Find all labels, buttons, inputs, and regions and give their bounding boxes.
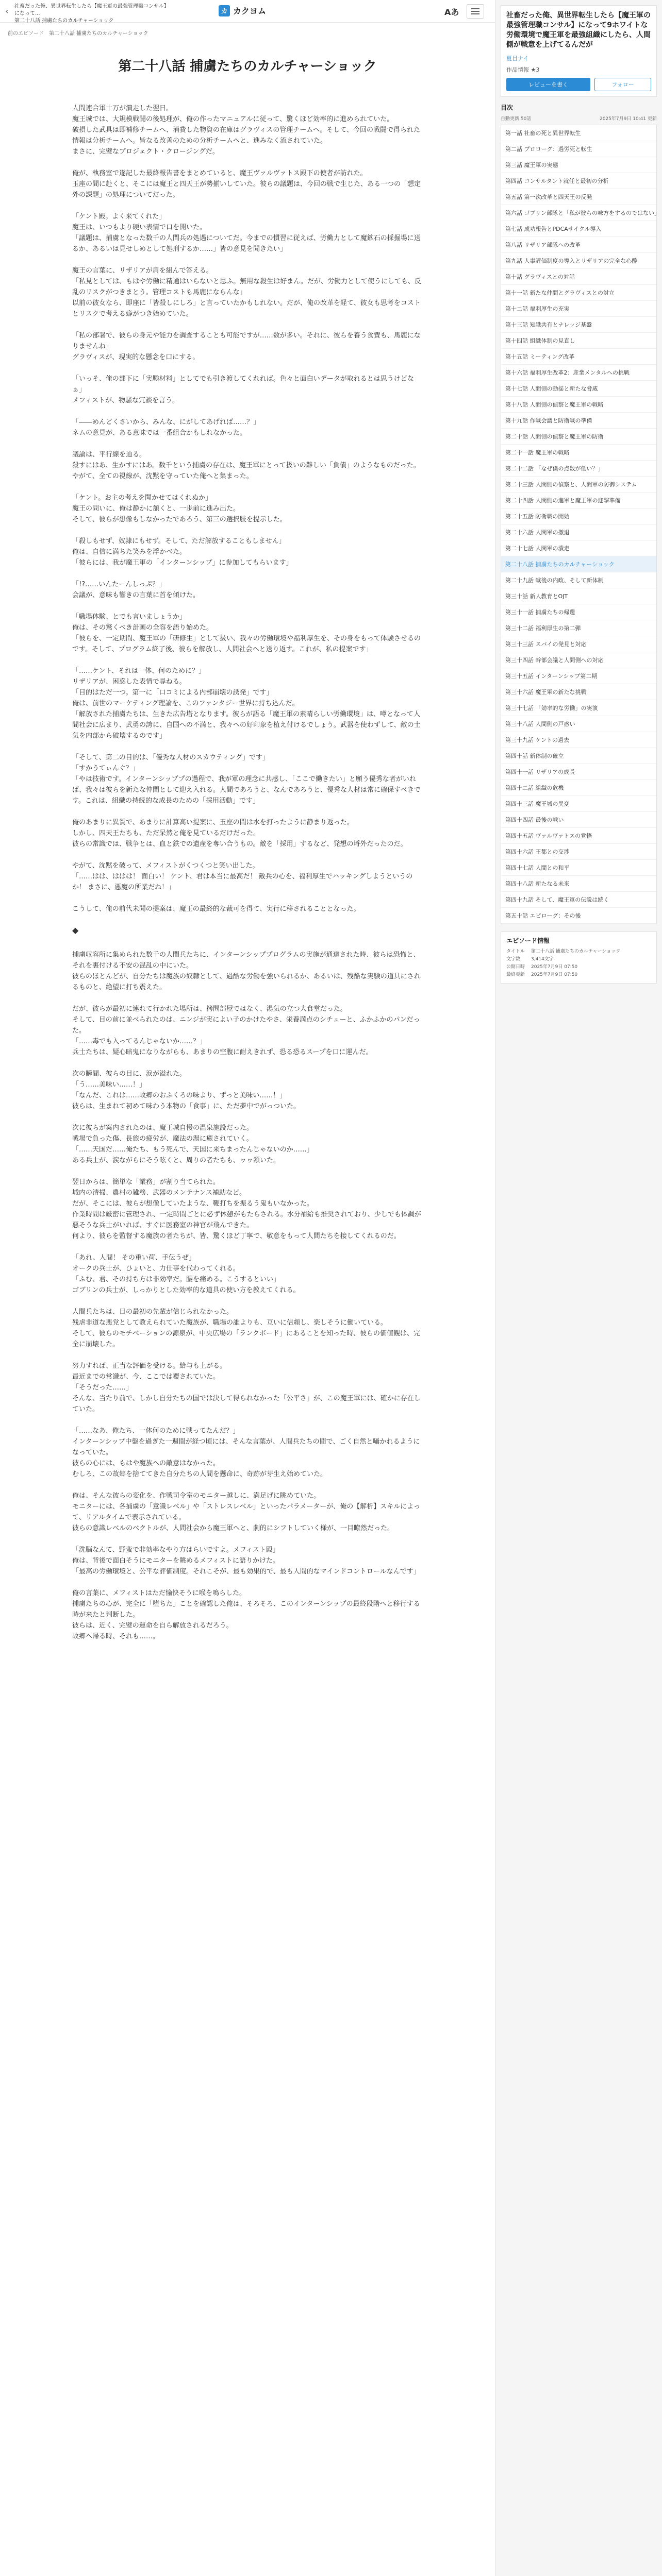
top-title-block[interactable] [14, 3, 169, 24]
toc-item[interactable]: 第四十九話 そして、魔王軍の伝説は続く [501, 892, 656, 908]
font-settings-button[interactable]: Aあ [444, 7, 459, 17]
toc-item[interactable]: 第三十八話 人間側の戸惑い [501, 716, 656, 732]
episode-info-key: 公開日時 [506, 964, 525, 970]
prev-episode-link[interactable]: 前のエピソード [8, 31, 44, 37]
toc-meta [501, 115, 657, 122]
toc-list [501, 125, 660, 924]
site-logo[interactable] [219, 5, 266, 16]
toc-item[interactable]: 第四十一話 リザリアの成長 [501, 764, 656, 780]
toc-item[interactable]: 第四十二話 組織の危機 [501, 780, 656, 796]
sidebar [495, 0, 662, 2576]
toc-item[interactable]: 第十六話 福利厚生改革2：産業メンタルへの挑戦 [501, 365, 656, 381]
episode-info-value: 2025年7月9日 07:50 [531, 964, 578, 970]
episode-info-row [506, 948, 651, 956]
toc-item[interactable]: 第二十話 人間側の偵察と魔王軍の防衛 [501, 429, 656, 445]
episode-paragraph: 魔王の言葉に、リザリアが肩を組んで答える。 「私見としては、もはや労働に精通はいらないと思ふ。無用な殺生は好まん。だが、労働力として使うにしても、反乱のリスクがつきまとう。管理コストも馬鹿にならんな」 以前の彼女なら、即座に「皆殺しにしろ」と言っていたかもしれない。だが、俺の改革を経て、彼女も思考をコストとリスクで考える癖がつき始めていた。 [72, 267, 422, 318]
logo-text: カクヨム [233, 6, 267, 16]
logo-icon: カ [219, 5, 230, 16]
episode-subtitle: 第二十八話 捕虜たちのカルチャーショック [14, 18, 114, 24]
author-link[interactable]: 夏目ナイ [506, 55, 529, 62]
toc-item[interactable]: 第九話 人事評価制度の導入とリザリアの完全な心酔 [501, 253, 656, 269]
toc-item[interactable]: 第二十九話 戦後の内政、そして新体制 [501, 572, 656, 588]
toc-item[interactable]: 第二十四話 人間側の進軍と魔王軍の迎撃準備 [501, 493, 656, 509]
episode-paragraph: 努力すれば、正当な評価を受ける。給与も上がる。 最近までの常識が、今、ここでは覆されていた。 「そうだった……」 そんな、当たり前で、しかし自分たちの国では決して得られなかった「公平さ」が、この魔王軍には、確かに存在していた。 [72, 1362, 421, 1413]
toc-item[interactable]: 第十一話 新たな仲間とグラヴィスとの対立 [501, 285, 656, 301]
toc-item[interactable]: 第四十七話 人間との和平 [501, 860, 656, 876]
work-title-link[interactable]: 社畜だった俺、異世界転生したら【魔王軍の最強管理職コンサル】になって... [14, 4, 169, 16]
episode-info [501, 931, 657, 984]
episode-paragraph: 俺のあまりに異質で、あまりに計算高い提案に、玉座の間は水を打ったように静まり返った。 しかし、四天王たちも、ただ呆然と俺を見ているだけだった。 彼らの常識では、戦争とは、血と鉄での遺産を奪い合うもの。敵を「採用」するなど、発想の埒外だったのだ。 [72, 819, 407, 848]
follow-button[interactable]: フォロー [594, 78, 651, 91]
episode-paragraph: 「……ケント、それは一体、何のために？」 リザリアが、困惑した表情で尋ねる。 「目的はただ一つ。第一に「口コミによる内部崩壊の誘発」です」 俺は、前世のマーケティング理論を、このファンタジー世界に持ち込んだ。 「解放された捕虜たちは、生きた広告塔となります。彼らが語る「魔王軍の素晴らしい労働環境」は、噂となって人間社会に広まり、武勇の誇に、自国への不満と、我々への好印象を植え付けるでしょう。武器を使わずして、敵の士気を内部から破壊するのです」 [72, 667, 421, 740]
toc-item[interactable]: 第三話 魔王軍の実態 [501, 157, 656, 173]
toc-item[interactable]: 第三十四話 幹部会議と人間側への対応 [501, 652, 656, 668]
episode-info-key: 文字数 [506, 957, 521, 962]
episode-paragraph: 「職場体験、とでも言いましょうか」 俺は、その驚くべき計画の全容を語り始めた。 「彼らを、一定期間、魔王軍の「研修生」として扱い、我々の労働環境や福利厚生を、その身をもって体験させるのです。そして、プログラム終了後、彼らを解放し、人間社会へと送り返す。これが、私の提案です」 [72, 613, 421, 653]
toc-item[interactable]: 第三十一話 捕虜たちの帰還 [501, 604, 656, 620]
episode-info-key: 最終更新 [506, 972, 525, 977]
episode-title: 第二十八話 捕虜たちのカルチャーショック [118, 59, 377, 74]
episode-info-row [506, 956, 651, 963]
episode-paragraph: 「私の部署で、彼らの身元や能力を調査することも可能ですが……数が多い。それに、彼らを養う食費も、馬鹿になりませんね」 グラヴィスが、現実的な懸念を口にする。 [72, 332, 421, 361]
toc-item[interactable]: 第四話 コンサルタント就任と最初の分析 [501, 173, 656, 189]
toc-item[interactable]: 第二十一話 魔王軍の戦略 [501, 445, 656, 461]
episode-paragraph: 人間兵たちは、日の最初の先輩が信じられなかった。 残虐非道な悪党として教えられていた魔族が、職場の誰よりも、互いに信頼し、楽しそうに働いている。 そして、彼らのモチベーションの源泉が、中央広場の「ランクボード」にあることを知った時、彼らの価値観は、完全に崩壊した。 [72, 1308, 420, 1348]
episode-paragraph: 「!?……いんたーんしっぷ？」 会議が、意味も響きの言葉に首を傾けた。 [72, 581, 200, 599]
toc-item[interactable]: 第三十七話 「効率的な労働」の実演 [501, 700, 656, 716]
episode-text-part-2 [72, 950, 423, 1296]
episode-paragraph: 「――めんどくさいから、みんな、にがしてあげれば……？」 ネムの意見が、ある意味では一番組合かもしれなかった。 [72, 418, 260, 437]
episode-text-part-3 [72, 1307, 423, 1642]
episode-body [72, 56, 423, 1653]
episode-paragraph: 捕虜収容所に集められた数千の人間兵たちに、インターンシッププログラムの実施が通達された時、彼らは恐怖と、それを裏付ける不安の混乱の中にいた。 彼らのほとんどが、自分たちは魔族の奴隷として、過酷な労働を強いられるか、あるいは、残酷な実験の道具にされるものと、絶望に打ち震えた。 [72, 951, 421, 991]
toc-item[interactable]: 第四十三話 魔王城の異変 [501, 796, 656, 812]
toc-item[interactable]: 第二十二話 「なぜ僕の点数が低い？」 [501, 461, 656, 477]
toc-item[interactable]: 第十七話 人間側の動揺と新たな脅威 [501, 381, 656, 397]
review-button[interactable]: レビューを書く [506, 78, 590, 91]
episode-paragraph: 次に彼らが案内されたのは、魔王城自慢の温泉施設だった。 戦場で負った傷、長旅の疲労が、魔法の湯に癒されていく。 「……天国だ……俺たち、もう死んで、天国に来ちまったんじゃないのか……」 ある兵士が、涙ながらにそう呟くと、周りの者たちも、ヮヮ頷いた。 [72, 1124, 313, 1164]
toc-item[interactable]: 第一話 社畜の死と異世界転生 [501, 125, 656, 141]
top-bar [0, 0, 495, 23]
toc-item[interactable]: 第十四話 組織体制の見直し [501, 333, 656, 349]
toc-item[interactable]: 第五十話 エピローグ：その後 [501, 908, 656, 924]
work-info-card [501, 5, 657, 97]
toc-item[interactable]: 第七話 成功報告とPDCAサイクル導入 [501, 221, 656, 237]
episode-paragraph: 翌日からは、簡単な「業務」が割り当てられた。 城内の清掃、農村の雑務、武器のメンテナンス補助など。 だが、そこには、彼らが想像していたような、鞭打ちを振るう鬼もいなかった。 作業時間は厳密に管理され、一定時間ごとに必ず休憩がもたらされる。水分補給も推奨されており、少しでも体調が悪そうな兵士がいれば、すぐに医務室の神官が飛んできた。 何より、彼らを監督する魔族の者たちが、皆、驚くほど丁寧で、敬意をもって人間たちを接してくれるのだ。 [72, 1178, 421, 1240]
toc-item[interactable]: 第四十四話 最後の戦い [501, 812, 656, 828]
toc-item[interactable]: 第十話 グラヴィスとの対話 [501, 269, 656, 285]
breadcrumb [8, 29, 148, 37]
episode-paragraph: 人間連合軍十万が潰走した翌日。 魔王城では、大規模戦闘の後処理が、俺の作ったマニュアルに従って、驚くほど効率的に進められていた。 破損した武具は即補修チームへ、消費した物資の在庫はグラヴィスの管理チームへ。そして、今回の戦闘で得られた情報は分析チームへ。皆なる改善のための分析チームへと、進みなく流されていた。 まさに、完璧なプロジェクト・クロージングだ。 [72, 105, 420, 156]
episode-info-heading: エピソード情報 [506, 937, 550, 944]
episode-paragraph: 「洗脳なんて、野蛮で非効率なやり方はらいですよ。メフィスト殿」 俺は、背後で面白そうにモニターを眺めるメフィストに語りかけた。 「最高の労働環境と、公平な評価制度。それこそが、最も効果的で、最も人間的なマインドコントロールなんです」 [72, 1546, 420, 1575]
toc-item[interactable]: 第三十三話 スパイの発見と対応 [501, 636, 656, 652]
toc-heading: 目次 [501, 104, 514, 111]
episode-paragraph: 「……なあ、俺たち、一体何のために戦ってたんだ？」 インターンシップ中盤を過ぎた一週間が経つ頃には、そんな言葉が、人間兵たちの間で、ごく自然と囁かれるようになっていた。 彼らの心には、もはや魔族への敵意はなかった。 むしろ、この故郷を捨ててきた自分たちの人間を懸命に、奇跡が芽生え始めていた。 [72, 1427, 420, 1478]
toc-item[interactable]: 第二十八話 捕虜たちのカルチャーショック [501, 556, 656, 572]
toc-item[interactable]: 第十八話 人間側の偵察と魔王軍の戦略 [501, 397, 656, 413]
episode-paragraph: 俺は、そんな彼らの変化を、作戦司令室のモニター越しに、満足げに眺めていた。 モニターには、各捕虜の「意識レベル」や「ストレスレベル」といったパラメーターが、俺の【解析】スキルによって、リアルタイムで表示されている。 彼らの意識レベルのベクトルが、人間社会から魔王軍へと、劇的にシフトしていく様が、一目瞭然だった。 [72, 1492, 421, 1532]
episode-paragraph: こうして、俺の前代未聞の提案は、魔王の最終的な裁可を得て、実行に移されることとなった。 [72, 905, 360, 913]
toc-item[interactable]: 第四十六話 王都との交渉 [501, 844, 656, 860]
sidebar-work-title[interactable]: 社畜だった俺、異世界転生したら【魔王軍の最強管理職コンサル】になって9ホワイトな労働環境で魔王軍を最強組織にしたら、人間側が戦意を上げてるんだが [506, 11, 651, 49]
episode-info-key: タイトル [506, 949, 525, 954]
episode-paragraph: だが、彼らが最初に連れて行かれた場所は、拷問部屋ではなく、湯気の立つ大食堂だった。 そして、目の前に並べられたのは、ニンジが実によい子のかけたやさ、栄養満点のシチューと、ふかふかのパンだった。 「……毒でも入ってるんじゃないか……？」 兵士たちは、疑心暗鬼になりながらも、あまりの空腹に耐えきれず、恐る恐るスープを口に運んだ。 [72, 1005, 420, 1056]
section-separator: ◆ [72, 925, 79, 935]
toc-item[interactable]: 第三十二話 福利厚生の第二弾 [501, 620, 656, 636]
breadcrumb-current: 第二十八話 捕虜たちのカルチャーショック [49, 31, 148, 37]
toc-item[interactable]: 第四十八話 新たなる未来 [501, 876, 656, 892]
episode-info-value: 2025年7月9日 07:50 [531, 972, 578, 977]
work-rating[interactable]: 作品情報 ★3 [506, 66, 540, 73]
toc-updated: 2025年7月9日 10:41 更新 [599, 116, 657, 122]
episode-paragraph: 「ケント殿。よく来てくれた」 魔王は、いつもより硬い表情で口を開いた。 「議題は、捕虜となった数千の人間兵の処遇についてだ。今までの慣習に従えば、労働力として魔鉱石の採掘場に送るか、あるいは見せしめとして処刑するか……」皆の意見を聞きたい」 [72, 213, 421, 253]
toc-item[interactable]: 第二十三話 人間側の偵察と、人間軍の防御システム [501, 477, 656, 493]
toc-item[interactable]: 第八話 リザリア部隊への改革 [501, 237, 656, 253]
episode-paragraph: やがて、沈黙を破って、メフィストがくつくつと笑い出した。 「……はは、ははは！ 面白い！ ケント、君は本当に最高だ！ 敵兵の心を、福利厚生でハッキングしようというのか！ まさに、悪魔の所業だね！」 [72, 862, 413, 891]
toc-item[interactable]: 第十二話 福利厚生の充実 [501, 301, 656, 317]
episode-info-row [506, 963, 651, 971]
episode-info-row [506, 971, 651, 979]
episode-paragraph: 「ケント。お主の考えを聞かせてはくれぬか」 魔王の問いに、俺は静かに頷くと、一歩前に進み出た。 そして、彼らが想像もしなかったであろう、第三の選択肢を提示した。 [72, 494, 287, 523]
back-icon[interactable]: ‹ [5, 6, 9, 16]
toc-count: 自動更新 50話 [501, 116, 532, 122]
episode-info-value: 第二十八話 捕虜たちのカルチャーショック [531, 949, 621, 954]
toc-item[interactable]: 第五話 第一次改革と四天王の反発 [501, 189, 656, 205]
episode-info-value: 3,414文字 [531, 957, 554, 962]
episode-paragraph: 俺が、執務室で遂記した最終報告書をまとめていると、魔王ヴァルヴァトス殿下の使者が訪れた。 玉座の間に赴くと、そこには魔王と四天王が勢揃いしていた。彼らの議題は、今回の戦で生じた、ある一つの「想定外の課題」の処理についてだった。 [72, 170, 421, 199]
toc-item[interactable]: 第十三話 知識共有とナレッジ基盤 [501, 317, 656, 333]
toc-item[interactable]: 第三十話 新人教育とOJT [501, 588, 656, 604]
menu-icon[interactable] [467, 4, 484, 19]
episode-text-part-1 [72, 103, 423, 914]
episode-paragraph: 「殺しもせず、奴隷にもせず。そして、ただ解放することもしません」 俺は、自信に満ちた笑みを浮かべた。 「彼らには、我が魔王軍の「インターンシップ」に参加してもらいます」 [72, 537, 293, 567]
toc-item[interactable]: 第六話 ゴブリン部隊と「私が彼らの味方をするのではない」 [501, 205, 656, 221]
toc-item[interactable]: 第十九話 作戦会議と防衛戦の準備 [501, 413, 656, 429]
toc-item[interactable]: 第三十六話 魔王軍の新たな挑戦 [501, 684, 656, 700]
toc-item[interactable]: 第二十五話 防衛戦の開始 [501, 509, 656, 524]
episode-paragraph: 議論は、平行線を辿る。 殺すにはあ、生かすにはあ。数千という捕虜の存在は、魔王軍にとって扱いの難しい「負債」のようなものだった。 やがて、全ての視線が、沈黙を守っていた俺へと集まった。 [72, 451, 420, 480]
toc-item[interactable]: 第二十六話 人間軍の撤退 [501, 524, 656, 540]
episode-paragraph: 次の瞬間、彼らの目に、涙が溢れた。 「う……美味い……！」 「なんだ、これは……故郷のおふくろの味より、ずっと美味い……！」 彼らは、生まれて初めて味わう本物の「食事」に、ただ夢中でがっついた。 [72, 1070, 301, 1110]
episode-paragraph: 「いっそ、俺の部下に「実験材料」としてでも引き渡してくれれば。色々と面白いデータが取れるとは思うけどなぁ」 メフィストが、物騒な冗談を言う。 [72, 375, 414, 404]
episode-paragraph: 「あれ、人間！ その重い荷、手伝うぜ」 オークの兵士が、ひょいと、力仕事を代わってくれる。 「ふむ、君、その持ち方は非効率だ。腰を痛める。こうするといい」 ゴブリンの兵士が、しっかりとした効率的な道具の使い方を教えてくれる。 [72, 1254, 300, 1294]
episode-paragraph: 「そして、第二の目的は、「優秀な人材のスカウティング」です」 「すかうてぃんぐ？」 「やは技術です。インターンシッププの過程で、我が軍の理念に共感し、「ここで働きたい」と願う優秀な者がいれば、我々は彼らを新たな仲間として迎え入れる。人間であろうと、なんであろうと、優秀な人材は常に確保すべきです。これは、組織の持続的な成長のための「採用活動」です」 [72, 754, 421, 805]
toc-item[interactable]: 第四十話 新体制の確立 [501, 748, 656, 764]
toc-item[interactable]: 第四十五話 ヴァルヴァトスの覚悟 [501, 828, 656, 844]
toc-item[interactable]: 第二十七話 人間軍の潰走 [501, 540, 656, 556]
toc-item[interactable]: 第十五話 ミーティング改革 [501, 349, 656, 365]
toc-item[interactable]: 第二話 プロローグ：過労死と転生 [501, 141, 656, 157]
toc-item[interactable]: 第三十五話 インターンシップ第二期 [501, 668, 656, 684]
episode-paragraph: 俺の言葉に、メフィストはただ愉快そうに喉を鳴らした。 捕虜たちの心が、完全に「堕ちた」ことを確認した俺は、そろそろ、このインターンシップの最終段階へと移行する時が来たと判断した。 彼らは、近く、完璧の運命を自ら解放されるだろう。 故郷へ帰る時、それも……。 [72, 1589, 420, 1640]
toc-item[interactable]: 第三十九話 ケントの過去 [501, 732, 656, 748]
